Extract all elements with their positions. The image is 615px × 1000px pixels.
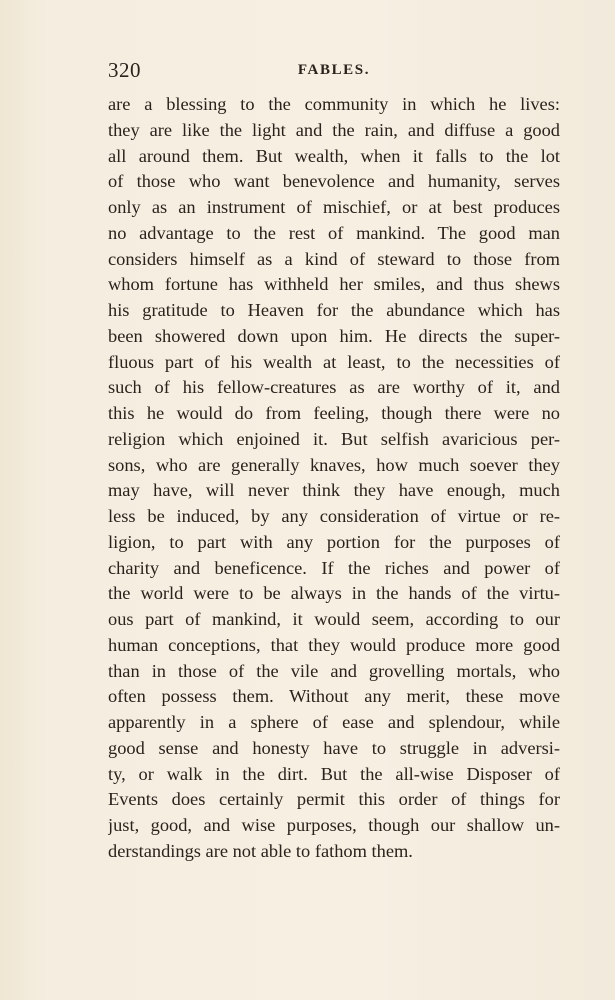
running-title: FABLES. bbox=[297, 62, 371, 78]
text-line: whom fortune has withheld her smiles, and thus shews bbox=[108, 274, 560, 295]
text-line: ligion, to part with any portion for the purposes of bbox=[108, 531, 560, 552]
text-line: charity and beneficence. If the riches and power of bbox=[108, 557, 560, 578]
text-line: Events does certainly permit this order of things for bbox=[108, 789, 560, 810]
text-line: less be induced, by any consideration of virtue or re- bbox=[108, 506, 560, 526]
text-line: the world were to be always in the hands of the virtu- bbox=[108, 583, 560, 604]
text-line: of those who want benevolence and humanity, serves bbox=[108, 171, 560, 192]
text-line: good sense and honesty have to struggle in adversi- bbox=[108, 737, 560, 758]
text-line: ty, or walk in the dirt. But the all-wise Disposer of bbox=[108, 763, 560, 784]
text-line: derstandings are not able to fathom them. bbox=[108, 840, 413, 861]
page-number: 320 bbox=[108, 58, 141, 82]
text-line: often possess them. Without any merit, these move bbox=[108, 686, 560, 707]
page-header bbox=[108, 58, 560, 84]
text-line: apparently in a sphere of ease and splendour, while bbox=[108, 712, 560, 732]
text-line: just, good, and wise purposes, though our shallow un- bbox=[108, 815, 560, 835]
text-line: may have, will never think they have enough, much bbox=[108, 480, 560, 501]
text-line: human conceptions, that they would produce more good bbox=[108, 634, 560, 655]
text-line: considers himself as a kind of steward to those from bbox=[108, 248, 560, 269]
text-line: this he would do from feeling, though there were no bbox=[108, 403, 560, 423]
body-text bbox=[108, 92, 560, 865]
text-line: been showered down upon him. He directs the super- bbox=[108, 325, 560, 346]
text-line: ous part of mankind, it would seem, according to our bbox=[108, 609, 560, 629]
text-line: religion which enjoined it. But selfish avaricious per- bbox=[108, 428, 560, 449]
text-line: than in those of the vile and grovelling mortals, who bbox=[108, 660, 560, 681]
text-line: only as an instrument of mischief, or at best produces bbox=[108, 197, 560, 217]
text-line: all around them. But wealth, when it falls to the lot bbox=[108, 145, 560, 166]
text-line: such of his fellow-creatures as are worthy of it, and bbox=[108, 377, 560, 398]
text-line: they are like the light and the rain, and diffuse a good bbox=[108, 119, 560, 140]
text-line: no advantage to the rest of mankind. The good man bbox=[108, 222, 560, 243]
text-line: his gratitude to Heaven for the abundance which has bbox=[108, 300, 560, 320]
text-line: are a blessing to the community in which he lives: bbox=[108, 94, 560, 114]
text-line: fluous part of his wealth at least, to the necessities of bbox=[108, 351, 560, 372]
text-line: sons, who are generally knaves, how much soever they bbox=[108, 454, 560, 475]
